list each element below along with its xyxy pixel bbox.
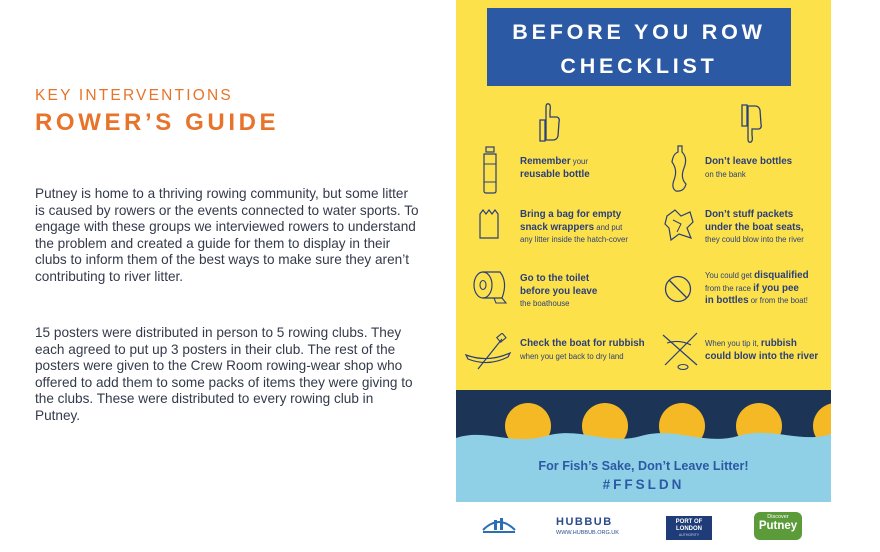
checklist-item-do-3: Go to the toilet before you leave the boathouse (520, 273, 598, 309)
poster-title-banner (487, 8, 791, 86)
pla-logo-line3: AUTHORITY (678, 533, 700, 537)
capsized-boat-icon (659, 329, 701, 371)
poster-hashtag: #FFSLDN (602, 477, 685, 492)
checklist-item-dont-3: You could get disqualified from the race if you pee in bottles or from the boat! (705, 270, 809, 307)
paragraph-intro: Putney is home to a thriving rowing community, but some litter is caused by rowers or the events connected to water sports. To engage with these groups we interviewed rowers to understand the problem and created a guide for them to display in their clubs to inform them of the best ways to make sure they aren’t contributing to river litter. (35, 186, 419, 284)
skyline-logo-icon (480, 512, 518, 536)
checklist-poster (456, 0, 831, 502)
crumpled-packet-icon (663, 208, 695, 242)
rowing-boat-icon (464, 333, 512, 373)
checklist-item-do-2: Bring a bag for empty snack wrappers and put any litter inside the hatch-cover (520, 209, 628, 245)
discover-putney-logo (754, 512, 802, 540)
hubbub-logo-word: HUBBUB (556, 516, 613, 528)
bag-icon (478, 208, 500, 240)
hubbub-logo (556, 516, 619, 536)
pla-logo-line1: PORT OF (675, 519, 703, 525)
checklist-item-dont-4: When you tip it, rubbish could blow into the river (705, 338, 819, 362)
reusable-bottle-icon (481, 146, 499, 194)
poster-title-line1: BEFORE YOU ROW (512, 20, 766, 44)
section-kicker: KEY INTERVENTIONS (35, 87, 233, 104)
prohibited-icon (663, 274, 693, 304)
pla-logo-line2: LONDON (676, 526, 702, 532)
putney-logo-top: Discover (767, 514, 789, 520)
checklist-item-do-1: Remember your reusable bottle (520, 156, 590, 180)
thumbs-down-icon (738, 101, 764, 145)
putney-logo-word: Putney (758, 520, 798, 532)
hubbub-logo-url: WWW.HUBBUB.ORG.UK (556, 530, 619, 536)
paragraph-distribution: 15 posters were distributed in person to 5 rowing clubs. They each agreed to put up 3 posters in their club. The rest of the posters were given to the Crew Room rowing-wear shop who offered to add them to some packs of items they were giving to the clubs. These were distributed to every rowing club in Putney. (35, 325, 413, 423)
discarded-bottle-icon (666, 144, 692, 194)
poster-title-line2: CHECKLIST (560, 54, 718, 78)
toilet-roll-icon (472, 270, 510, 304)
rowing-club-logo (480, 512, 518, 541)
checklist-item-dont-1: Don’t leave bottles on the bank (705, 156, 793, 179)
page-title: ROWER’S GUIDE (35, 109, 280, 136)
port-of-london-logo (666, 516, 712, 540)
checklist-item-do-4: Check the boat for rubbish when you get back to dry land (520, 338, 645, 361)
thumbs-up-icon (536, 101, 562, 145)
poster-slogan: For Fish’s Sake, Don’t Leave Litter! (538, 459, 749, 473)
checklist-item-dont-2: Don’t stuff packets under the boat seats, they could blow into the river (705, 209, 804, 245)
